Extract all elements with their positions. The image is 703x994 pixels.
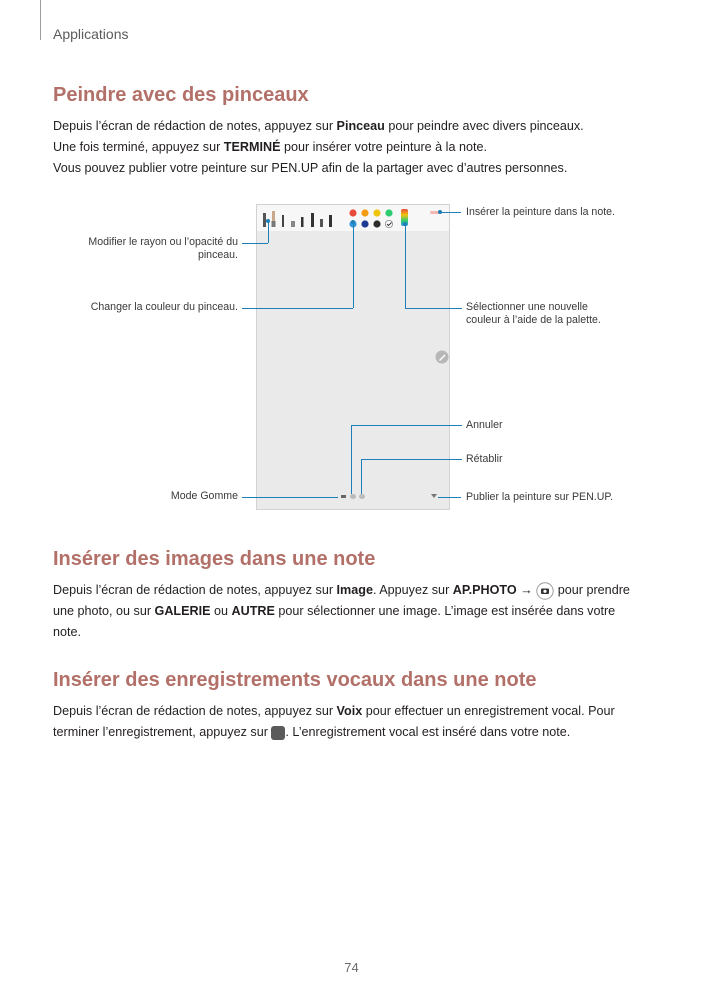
callout-brush-color: Changer la couleur du pinceau. (90, 301, 238, 313)
undo-icon[interactable] (350, 494, 356, 499)
callout-line-redo (361, 459, 462, 460)
callout-palette: Sélectionner une nouvelle couleur à l’aide de la palette. (466, 301, 601, 326)
swatch-3 (385, 209, 392, 216)
paragraph-insert-voice: Depuis l’écran de rédaction de notes, appuyez sur Voix pour effectuer un enregistrement vocal. Pour terminer l’enregistrement, appuyez sur . L’enregistrement vocal est inséré dans votre note. (53, 704, 615, 739)
page-number: 74 (344, 960, 359, 975)
section-label: Applications (53, 26, 129, 42)
callout-line-brush-size (242, 243, 268, 244)
eraser-icon[interactable] (341, 495, 346, 498)
callout-line-palette-v (405, 224, 406, 308)
callout-insert-painting: Insérer la peinture dans la note. (466, 206, 615, 218)
penup-icon[interactable] (431, 494, 437, 498)
callout-line-penup (438, 497, 461, 498)
redo-icon[interactable] (359, 494, 365, 499)
stop-icon (271, 726, 285, 740)
paragraph-insert-images: Depuis l’écran de rédaction de notes, appuyez sur Image. Appuyez sur AP.PHOTO → pour prendre une photo, ou sur GALERIE ou AUTRE pour sélectionner une image. L’image est insérée dans votre note. (53, 583, 630, 639)
swatch-2 (373, 209, 380, 216)
swatch-5 (361, 220, 368, 227)
callout-line-undo-v (351, 425, 352, 494)
callout-undo: Annuler (466, 419, 503, 431)
header-rule (40, 0, 41, 40)
callout-dot-brush-color (351, 220, 355, 224)
callout-line-eraser (242, 497, 338, 498)
callout-line-brush-color-v (353, 222, 354, 308)
callout-line-brush-size-v (268, 221, 269, 243)
callout-line-redo-v (361, 459, 362, 494)
heading-insert-images: Insérer des images dans une note (53, 548, 376, 570)
callout-dot-insert (438, 210, 442, 214)
callout-dot-brush-size (266, 219, 270, 223)
callout-line-undo (351, 425, 462, 426)
callout-line-brush-color (242, 308, 353, 309)
swatch-0 (349, 209, 356, 216)
callout-line-insert (440, 212, 461, 213)
swatch-1 (361, 209, 368, 216)
callout-redo: Rétablir (466, 453, 503, 465)
callout-line-palette (405, 308, 462, 309)
paragraph-brush-intro: Depuis l’écran de rédaction de notes, appuyez sur Pinceau pour peindre avec divers pinceaux. Une fois terminé, appuyez sur TERMINÉ pour insérer votre peinture à la note. Vous pouvez publier votre peinture sur PEN.UP afin de la partager avec d’autres personnes. (53, 119, 584, 175)
swatch-6 (373, 220, 380, 227)
callout-dot-palette (403, 222, 407, 226)
heading-paint-with-brushes: Peindre avec des pinceaux (53, 84, 309, 106)
callout-eraser-mode: Mode Gomme (170, 490, 238, 502)
camera-icon (536, 582, 554, 600)
callout-brush-size: Modifier le rayon ou l’opacité du pinceau. (88, 236, 238, 261)
callout-publish-penup: Publier la peinture sur PEN.UP. (466, 491, 614, 503)
brush-selector-icons[interactable] (261, 209, 337, 229)
heading-insert-voice: Insérer des enregistrements vocaux dans une note (53, 669, 537, 691)
pen-icon[interactable] (435, 350, 449, 364)
